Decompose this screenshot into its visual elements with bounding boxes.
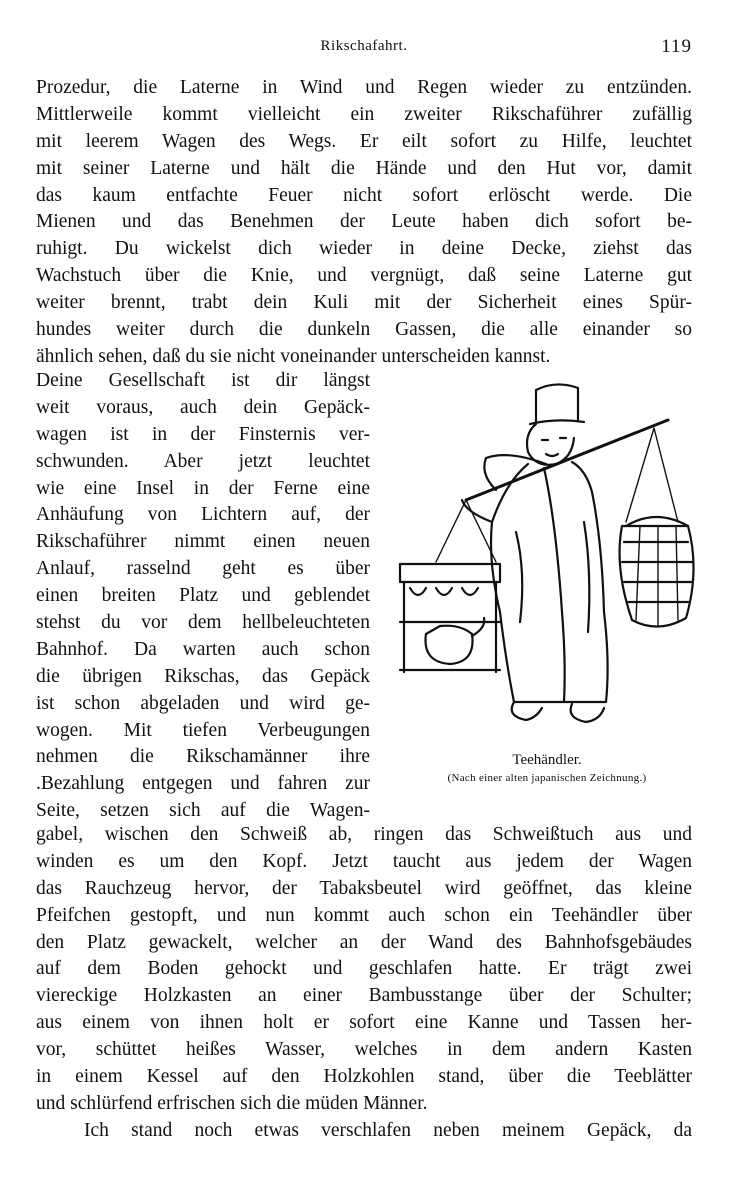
text-line: Ich stand noch etwas verschlafen neben meinem Gepäck, da <box>84 1119 692 1141</box>
text-line: ruhigt. Du wickelst dich wieder in deine Decke, ziehst das <box>36 238 692 260</box>
text-line: auf dem Boden gehockt und geschlafen hatte. Er trägt zwei <box>36 958 692 980</box>
text-line: Anhäufung von Lichtern auf, der <box>36 504 370 526</box>
text-line: .Bezahlung entgegen und fahren zur <box>36 773 370 795</box>
text-line: Prozedur, die Laterne in Wind und Regen wieder zu entzünden. <box>36 77 692 98</box>
text-line: gabel, wischen den Schweiß ab, ringen das Schweißtuch aus und <box>36 824 692 845</box>
text-line: stehst du vor dem hellbeleuchteten <box>36 612 370 634</box>
text-line: nehmen die Rikschamänner ihre <box>36 746 370 768</box>
text-line: die übrigen Rikschas, das Gepäck <box>36 665 370 687</box>
text-line: in einem Kessel auf den Holzkohlen stand, über die Teeblätter <box>36 1066 692 1088</box>
text-line: das Rauchzeug hervor, der Tabaksbeutel wird geöffnet, das kleine <box>36 877 692 899</box>
text-line: Deine Gesellschaft ist dir längst <box>36 370 370 391</box>
text-line: schwunden. Aber jetzt leuchtet <box>36 450 370 472</box>
text-line: Bahnhof. Da warten auch schon <box>36 638 370 660</box>
text-line: winden es um den Kopf. Jetzt taucht aus jedem der Wagen <box>36 850 692 872</box>
text-line: weiter brennt, trabt dein Kuli mit der Sicherheit eines Spür- <box>36 292 692 314</box>
text-line: ist schon abgeladen und wird ge- <box>36 692 370 714</box>
text-line: aus einem von ihnen holt er sofort eine Kanne und Tassen her- <box>36 1012 692 1034</box>
text-line: Anlauf, rasselnd geht es über <box>36 558 370 580</box>
text-line: Pfeifchen gestopft, und nun kommt auch schon ein Teehändler über <box>36 904 692 926</box>
text-line: Mittlerweile kommt vielleicht ein zweiter Rikschaführer zufällig <box>36 103 692 125</box>
text-line: Rikschaführer nimmt einen neuen <box>36 531 370 553</box>
figure-source: (Nach einer alten japanischen Zeichnung.) <box>447 772 647 784</box>
text-line: ähnlich sehen, daß du sie nicht voneinander unterscheiden kannst. <box>36 345 551 367</box>
text-line: Wachstuch über die Knie, und vergnügt, daß seine Laterne gut <box>36 265 692 287</box>
text-line: Mienen und das Benehmen der Leute haben dich sofort be- <box>36 211 692 233</box>
text-line: hundes weiter durch die dunkeln Gassen, die alle einander so <box>36 319 692 341</box>
text-line: wogen. Mit tiefen Verbeugungen <box>36 719 370 741</box>
page-header <box>36 36 692 60</box>
running-title: Rikschafahrt. <box>320 38 408 54</box>
tea-vendor-illustration <box>396 372 696 742</box>
text-line: vor, schüttet heißes Wasser, welches in dem andern Kasten <box>36 1039 692 1061</box>
text-line: wagen ist in der Finsternis ver- <box>36 423 370 445</box>
figure-caption: Teehändler. <box>512 752 582 768</box>
text-line: wie eine Insel in der Ferne eine <box>36 477 370 499</box>
text-line: und schlürfend erfrischen sich die müden Männer. <box>36 1092 428 1114</box>
text-line: Seite, setzen sich auf die Wagen- <box>36 800 370 822</box>
text-line: mit leerem Wagen des Wegs. Er eilt sofort zu Hilfe, leuchtet <box>36 130 692 152</box>
paragraph-top <box>36 75 692 371</box>
paragraph-bottom <box>36 822 692 1145</box>
text-line: einen breiten Platz und geblendet <box>36 585 370 607</box>
text-line: viereckige Holzkasten an einer Bambusstange über der Schulter; <box>36 985 692 1007</box>
text-line: den Platz gewackelt, welcher an der Wand des Bahnhofsgebäudes <box>36 931 692 953</box>
text-line: das kaum entfachte Feuer nicht sofort erlöscht werde. Die <box>36 184 692 206</box>
text-line: weit voraus, auch dein Gepäck- <box>36 396 370 418</box>
text-line: mit seiner Laterne und hält die Hände und den Hut vor, damit <box>36 157 692 179</box>
tea-vendor-drawing <box>396 372 696 742</box>
paragraph-wrapped-text <box>36 368 370 825</box>
page-number: 119 <box>661 36 692 57</box>
